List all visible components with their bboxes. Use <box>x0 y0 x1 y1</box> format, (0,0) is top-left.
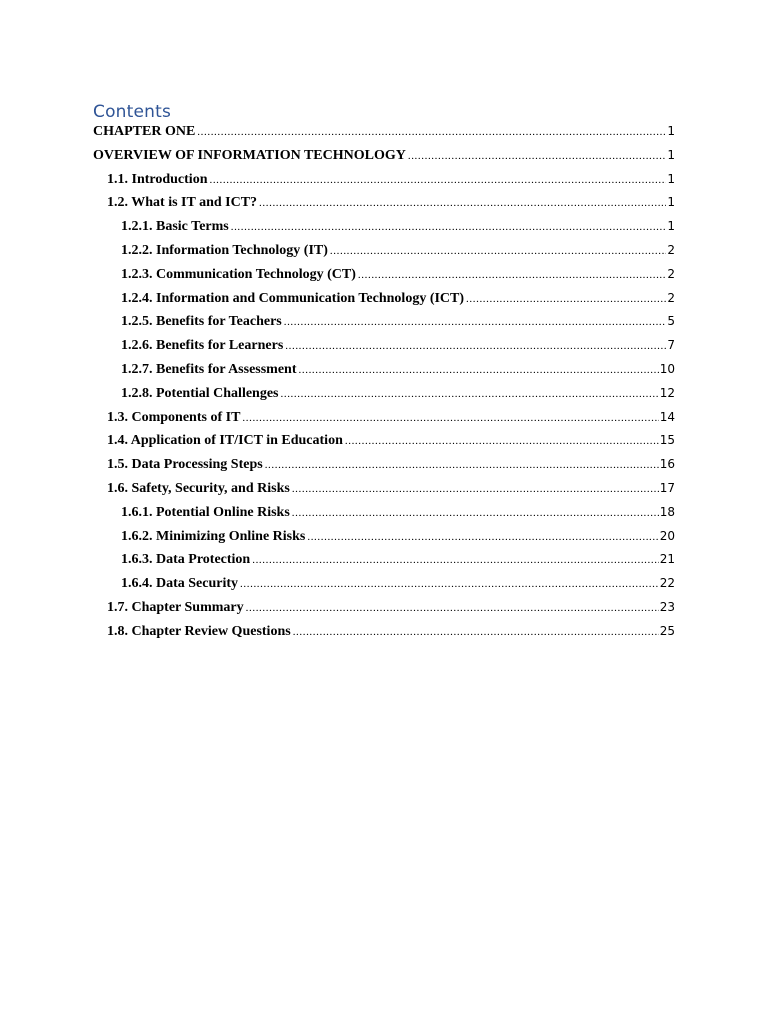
toc-entry[interactable] <box>121 362 675 382</box>
toc-entry[interactable] <box>121 243 675 263</box>
toc-entry-title[interactable]: 1.2.8. Potential Challenges <box>121 385 279 401</box>
toc-page-number[interactable]: 2 <box>667 243 675 257</box>
toc-page-number[interactable]: 1 <box>667 124 675 138</box>
toc-entry-title[interactable]: 1.1. Introduction <box>107 171 208 187</box>
toc-page-number[interactable]: 23 <box>659 600 675 614</box>
toc-entry-title[interactable]: 1.2.4. Information and Communication Technology (ICT) <box>121 290 465 306</box>
toc-page-number[interactable]: 16 <box>659 457 675 472</box>
toc-entry[interactable] <box>121 529 675 549</box>
toc-dot-leader <box>299 364 659 376</box>
toc-entry[interactable] <box>107 600 675 620</box>
toc-entry-title[interactable]: 1.2.6. Benefits for Learners <box>121 338 284 354</box>
toc-dot-leader <box>240 578 659 590</box>
toc-page-number[interactable]: 1 <box>667 195 675 210</box>
toc-dot-leader <box>242 412 658 424</box>
toc-dot-leader <box>292 483 659 495</box>
toc-dot-leader <box>285 340 666 352</box>
toc-page-number[interactable]: 1 <box>667 147 675 162</box>
toc-page-number[interactable]: 17 <box>659 481 675 495</box>
toc-dot-leader <box>265 459 659 471</box>
toc-dot-leader <box>408 150 667 162</box>
toc-page-number[interactable]: 14 <box>659 409 675 424</box>
toc-entry-title[interactable]: 1.2.1. Basic Terms <box>121 219 229 235</box>
toc-entry[interactable] <box>121 219 675 239</box>
toc-entry[interactable] <box>107 624 675 644</box>
toc-entry[interactable] <box>121 505 675 525</box>
toc-dot-leader <box>281 388 659 400</box>
toc-page-number[interactable]: 25 <box>659 623 675 638</box>
toc-page-number[interactable]: 2 <box>667 266 675 281</box>
toc-entry[interactable] <box>121 576 675 596</box>
toc-page-number[interactable]: 2 <box>667 290 675 305</box>
toc-page-number[interactable]: 15 <box>659 433 675 448</box>
toc-page-number[interactable]: 10 <box>659 362 675 376</box>
toc-entry-title[interactable]: 1.6.4. Data Security <box>121 576 239 592</box>
toc-dot-leader <box>307 531 658 543</box>
toc-page-number[interactable]: 12 <box>659 385 675 400</box>
toc-heading: Contents <box>93 102 172 122</box>
toc-dot-leader <box>292 507 659 519</box>
toc-entry-title[interactable]: 1.8. Chapter Review Questions <box>107 623 291 639</box>
toc-entry[interactable] <box>107 195 675 215</box>
toc-entry-title[interactable]: 1.6.3. Data Protection <box>121 552 251 568</box>
toc-entry-title[interactable]: 1.7. Chapter Summary <box>107 600 244 615</box>
toc-entry[interactable] <box>107 172 675 192</box>
toc-entry-title[interactable]: OVERVIEW OF INFORMATION TECHNOLOGY <box>93 147 406 163</box>
toc-entry-title[interactable]: 1.2.3. Communication Technology (CT) <box>121 266 356 282</box>
toc-page-number[interactable]: 7 <box>667 338 675 353</box>
toc-page-number[interactable]: 1 <box>667 219 675 234</box>
toc-dot-leader <box>284 316 667 328</box>
toc-dot-leader <box>293 626 659 638</box>
toc-dot-leader <box>231 221 667 233</box>
toc-entry[interactable] <box>121 267 675 287</box>
toc-page-number[interactable]: 5 <box>667 314 675 329</box>
toc-page-number[interactable]: 20 <box>659 528 675 543</box>
toc-page-number[interactable]: 1 <box>667 171 675 186</box>
toc-entry[interactable] <box>107 433 675 453</box>
toc-entry-title[interactable]: 1.2.7. Benefits for Assessment <box>121 362 297 377</box>
toc-entry[interactable] <box>107 457 675 477</box>
toc-dot-leader <box>252 554 659 566</box>
toc-page-number[interactable]: 21 <box>659 552 675 567</box>
toc-dot-leader <box>209 174 666 186</box>
toc-entry-title[interactable]: 1.6.1. Potential Online Risks <box>121 504 290 520</box>
toc-dot-leader <box>466 293 666 305</box>
toc-entry-title[interactable]: 1.2.2. Information Technology (IT) <box>121 243 328 258</box>
toc-dot-leader <box>246 602 659 614</box>
toc-entry[interactable] <box>107 481 675 501</box>
toc-entry[interactable] <box>107 410 675 430</box>
toc-entry-title[interactable]: 1.6. Safety, Security, and Risks <box>107 481 290 496</box>
toc-page-number[interactable]: 22 <box>659 576 675 591</box>
toc-entry[interactable] <box>121 291 675 311</box>
toc-dot-leader <box>345 435 659 447</box>
toc-entry[interactable] <box>121 386 675 406</box>
toc-entry-title[interactable]: 1.5. Data Processing Steps <box>107 457 263 473</box>
toc-entry-title[interactable]: 1.2. What is IT and ICT? <box>107 195 258 211</box>
toc-dot-leader <box>330 245 666 257</box>
toc-entry-title[interactable]: CHAPTER ONE <box>93 124 196 139</box>
toc-dot-leader <box>358 269 666 281</box>
toc-entry-title[interactable]: 1.3. Components of IT <box>107 409 241 425</box>
toc-page-number[interactable]: 18 <box>659 504 675 519</box>
toc-entry[interactable] <box>121 338 675 358</box>
toc-entry[interactable] <box>93 124 675 144</box>
toc-entry[interactable] <box>121 314 675 334</box>
toc-entry-title[interactable]: 1.6.2. Minimizing Online Risks <box>121 528 306 544</box>
toc-dot-leader <box>197 126 666 138</box>
toc-entry-title[interactable]: 1.4. Application of IT/ICT in Education <box>107 433 343 449</box>
toc-entry[interactable] <box>121 552 675 572</box>
toc-dot-leader <box>259 197 666 209</box>
toc-entry[interactable] <box>93 148 675 168</box>
toc-entry-title[interactable]: 1.2.5. Benefits for Teachers <box>121 314 282 330</box>
